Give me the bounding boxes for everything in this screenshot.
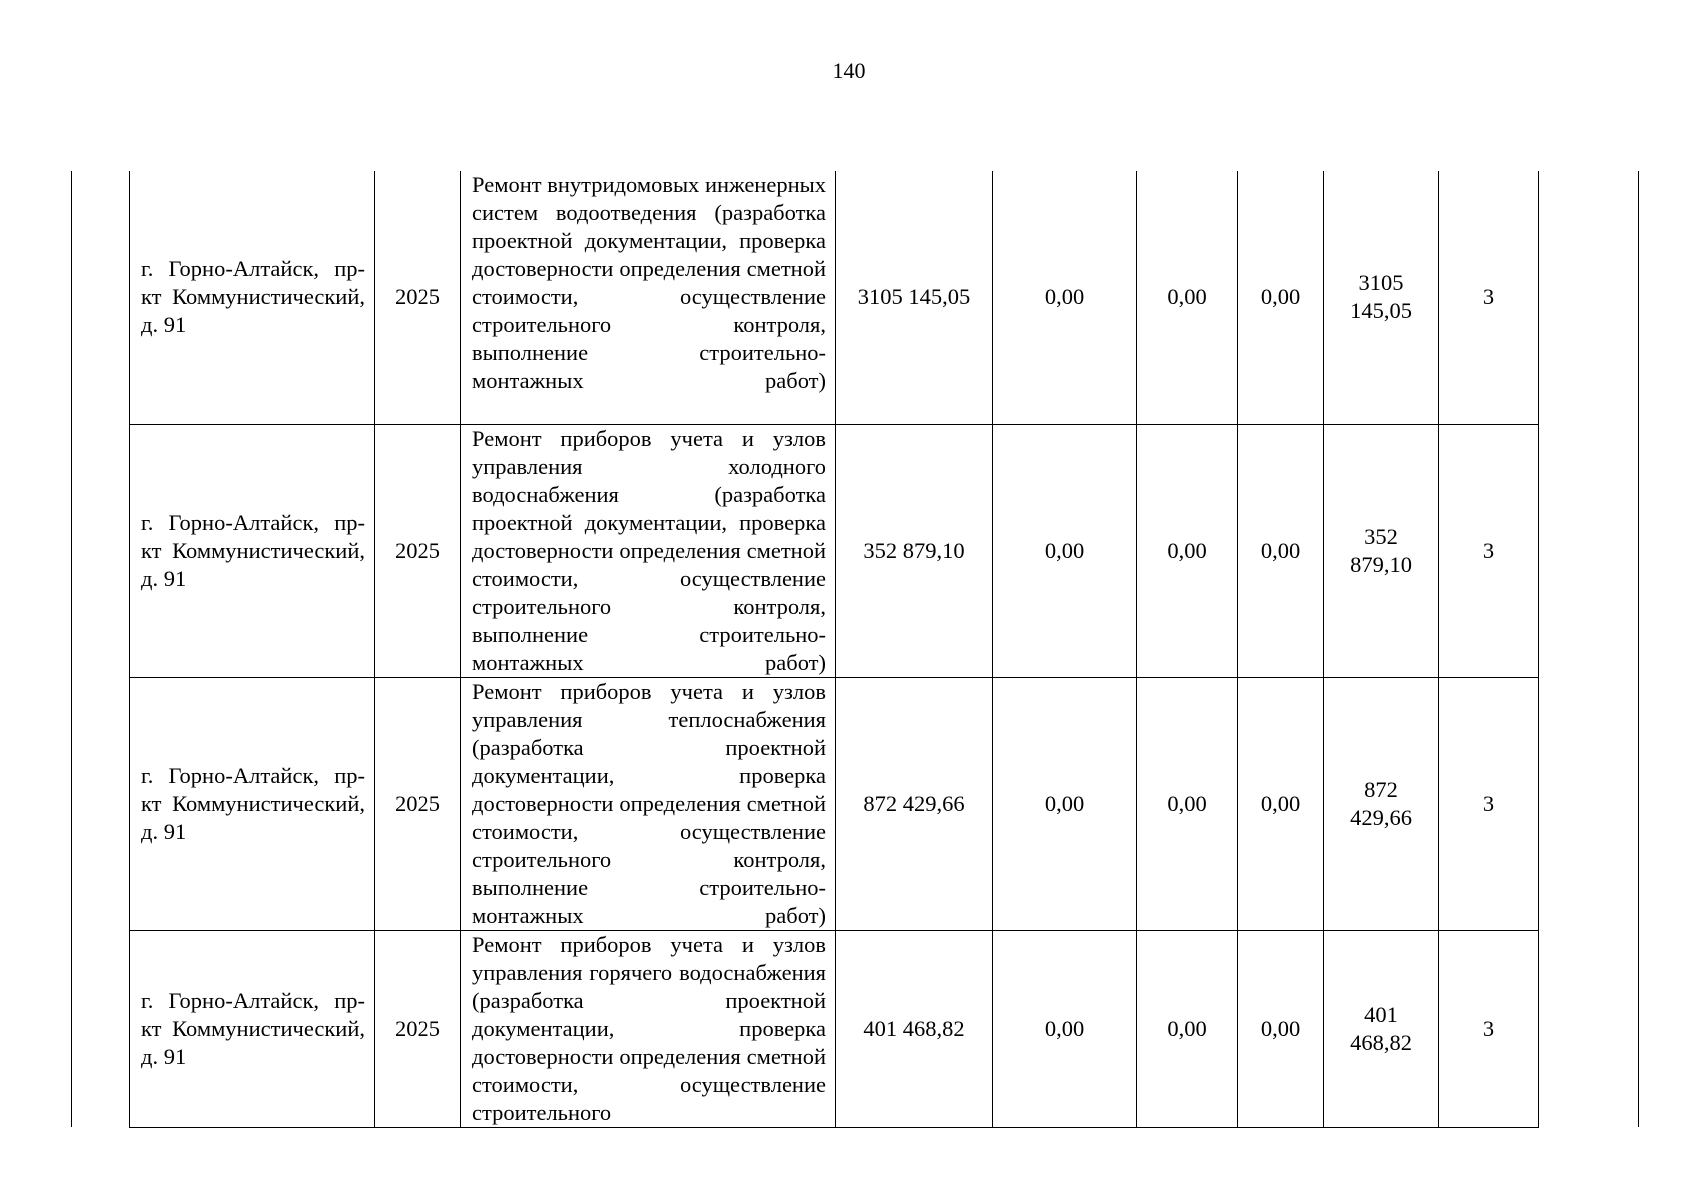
value-cell-1: 0,00 bbox=[993, 677, 1137, 930]
value-cell-1: 0,00 bbox=[993, 930, 1137, 1127]
address-cell: г. Горно-Алтайск, пр-кт Коммунистический, д. 91 bbox=[130, 677, 375, 930]
code-cell: 3 bbox=[1439, 424, 1539, 677]
description-cell bbox=[461, 424, 836, 677]
table-row bbox=[72, 171, 1639, 424]
amount-cell: 352 879,10 bbox=[836, 424, 993, 677]
description-cell bbox=[461, 171, 836, 424]
value-cell-3: 0,00 bbox=[1238, 930, 1324, 1127]
year-cell: 2025 bbox=[375, 677, 461, 930]
code-cell: 3 bbox=[1439, 677, 1539, 930]
value-cell-3: 0,00 bbox=[1238, 424, 1324, 677]
code-cell: 3 bbox=[1439, 171, 1539, 424]
value-cell-2: 0,00 bbox=[1137, 930, 1238, 1127]
total-cell: 401 468,82 bbox=[1324, 930, 1439, 1127]
description-text: Ремонт приборов учета и узлов управления холодного водоснабжения (разработка проектной документации, проверка достоверности определения сметной стоимости, осуществление строительного контроля, выполнение строительно-монтажных работ) bbox=[472, 425, 826, 675]
blank-cell bbox=[1539, 171, 1639, 1127]
code-cell: 3 bbox=[1439, 930, 1539, 1127]
description-cell bbox=[461, 677, 836, 930]
description-text: Ремонт внутридомовых инженерных систем водоотведения (разработка проектной документации, проверка достоверности определения сметной стоимости, осуществление строительного контроля, выполнение строительно-монтажных работ) bbox=[472, 172, 826, 393]
table-row bbox=[72, 677, 1639, 930]
amount-cell: 401 468,82 bbox=[836, 930, 993, 1127]
page-number: 140 bbox=[832, 58, 866, 83]
works-table bbox=[71, 171, 1639, 1128]
table-row bbox=[72, 424, 1639, 677]
table-row bbox=[72, 930, 1639, 1127]
value-cell-1: 0,00 bbox=[993, 424, 1137, 677]
value-cell-2: 0,00 bbox=[1137, 171, 1238, 424]
total-cell: 3105 145,05 bbox=[1324, 171, 1439, 424]
value-cell-3: 0,00 bbox=[1238, 171, 1324, 424]
address-cell: г. Горно-Алтайск, пр-кт Коммунистический, д. 91 bbox=[130, 930, 375, 1127]
address-cell: г. Горно-Алтайск, пр-кт Коммунистический, д. 91 bbox=[130, 171, 375, 424]
amount-cell: 872 429,66 bbox=[836, 677, 993, 930]
value-cell-2: 0,00 bbox=[1137, 424, 1238, 677]
year-cell: 2025 bbox=[375, 930, 461, 1127]
year-cell: 2025 bbox=[375, 424, 461, 677]
description-text: Ремонт приборов учета и узлов управления теплоснабжения (разработка проектной документации, проверка достоверности определения сметной стоимости, осуществление строительного контроля, выполнение строительно-монтажных работ) bbox=[472, 678, 826, 928]
total-cell: 352 879,10 bbox=[1324, 424, 1439, 677]
total-cell: 872 429,66 bbox=[1324, 677, 1439, 930]
amount-cell: 3105 145,05 bbox=[836, 171, 993, 424]
year-cell: 2025 bbox=[375, 171, 461, 424]
value-cell-1: 0,00 bbox=[993, 171, 1137, 424]
description-text: Ремонт приборов учета и узлов управления горячего водоснабжения (разработка проектной документации, проверка достоверности определения сметной стоимости, осуществление строительного bbox=[472, 931, 826, 1125]
value-cell-3: 0,00 bbox=[1238, 677, 1324, 930]
address-cell: г. Горно-Алтайск, пр-кт Коммунистический, д. 91 bbox=[130, 424, 375, 677]
value-cell-2: 0,00 bbox=[1137, 677, 1238, 930]
row-number-cell bbox=[72, 171, 130, 1127]
description-cell bbox=[461, 930, 836, 1127]
